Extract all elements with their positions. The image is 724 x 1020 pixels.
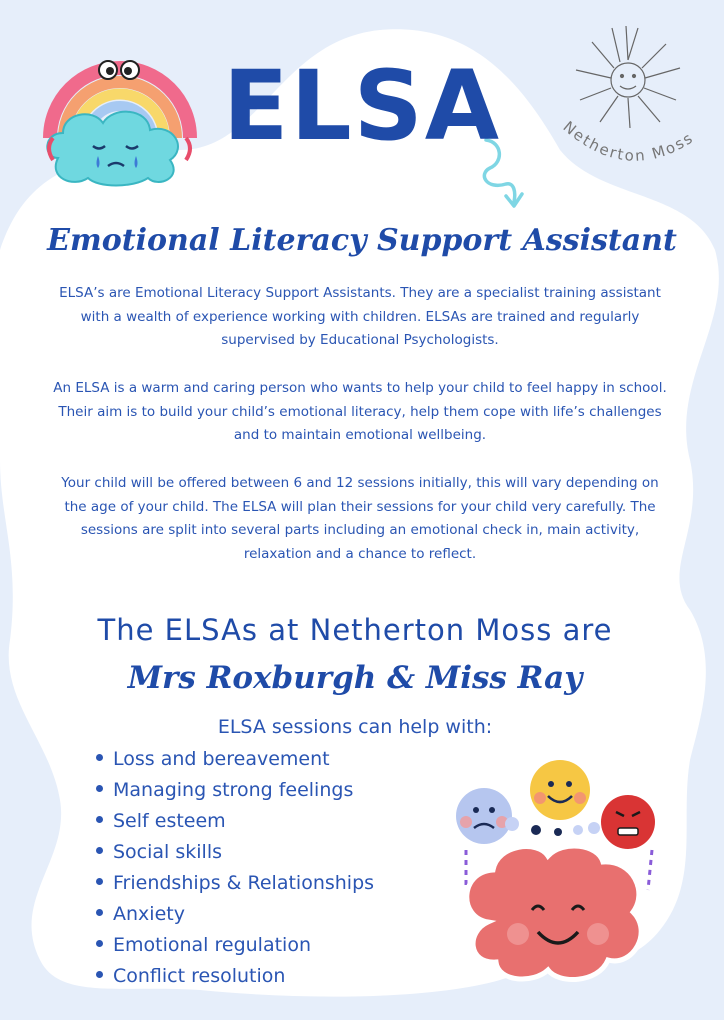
staff-names: Mrs Roxburgh & Miss Ray — [127, 660, 583, 696]
page-title: ELSA — [222, 50, 502, 162]
help-list — [96, 744, 374, 992]
list-item: Conflict resolution — [96, 961, 374, 992]
sessions-paragraph: Your child will be offered between 6 and 12 sessions initially, this will vary depending on the age of your child. The ELSA will plan their sessions for your child very carefully. The sessions are split into several parts including an emotional check in, main activity, relaxation and a chance to reflect. — [61, 475, 659, 562]
logo-text: Netherton Moss — [559, 117, 698, 165]
bullet-icon — [96, 909, 103, 916]
page-subtitle: Emotional Literacy Support Assistant — [47, 223, 677, 258]
list-item: Emotional regulation — [96, 930, 374, 961]
bullet-icon — [96, 878, 103, 885]
bullet-icon — [96, 816, 103, 823]
staff-intro: The ELSAs at Netherton Moss are — [97, 613, 613, 647]
bullet-icon — [96, 785, 103, 792]
aim-paragraph: An ELSA is a warm and caring person who wants to help your child to feel happy in school. Their aim is to build your child’s emotional literacy, help them cope with life’s challenges and to maintain emotional wellbeing. — [53, 380, 667, 443]
list-item: Self esteem — [96, 806, 374, 837]
bullet-icon — [96, 847, 103, 854]
happy-brain-emotions-icon — [448, 752, 668, 992]
list-item: Friendships & Relationships — [96, 868, 374, 899]
list-item: Managing strong feelings — [96, 775, 374, 806]
help-heading: ELSA sessions can help with: — [217, 716, 493, 738]
intro-paragraph: ELSA’s are Emotional Literacy Support Assistants. They are a specialist training assistant with a wealth of experience working with children. ELSAs are trained and regularly supervised by Educational Psychologists. — [59, 285, 661, 348]
bullet-icon — [96, 940, 103, 947]
bullet-icon — [96, 971, 103, 978]
list-item: Social skills — [96, 837, 374, 868]
list-item: Loss and bereavement — [96, 744, 374, 775]
list-item: Anxiety — [96, 899, 374, 930]
bullet-icon — [96, 754, 103, 761]
